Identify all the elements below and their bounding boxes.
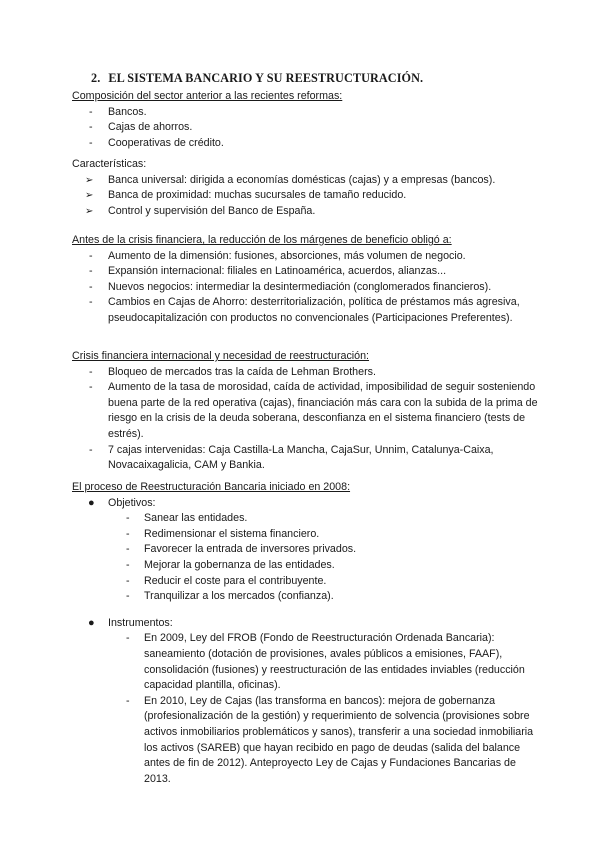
section-number: 2. — [91, 71, 101, 85]
list-item: - Aumento de la tasa de morosidad, caída de actividad, imposibilidad de seguir sosteniendo buena parte de la red operativa (cajas), financiación más cara con la subida de la prima de riesgo en la crisis de la deuda soberana, desconfianza en el sistema financiero (tests de estrés). — [89, 381, 538, 440]
list-item: - Nuevos negocios: intermediar la desintermediación (conglomerados financieros). — [89, 280, 492, 293]
list-item: - Cooperativas de crédito. — [89, 136, 224, 149]
antes-heading: Antes de la crisis financiera, la reducción de los márgenes de beneficio obligó a: — [72, 234, 452, 246]
arrow-bullet-icon: ➢ — [85, 174, 94, 186]
list-item: ➢ Banca universal: dirigida a economías domésticas (cajas) y a empresas (bancos). — [72, 173, 542, 189]
list-item: - Tranquilizar a los mercados (confianza). — [126, 590, 334, 603]
list-item: - Redimensionar el sistema financiero. — [126, 527, 320, 540]
list-item: - Sanear las entidades. — [126, 512, 248, 525]
crisis-heading: Crisis financiera internacional y necesidad de reestructuración: — [72, 350, 370, 362]
crisis-section — [72, 349, 542, 474]
list-item: - Reducir el coste para el contribuyente. — [126, 574, 327, 587]
list-item: - Bancos. — [89, 105, 147, 118]
list-item: - Cambios en Cajas de Ahorro: desterritorialización, política de préstamos más agresiva, pseudocapitalización con productos no convencionales (Participaciones Preferentes). — [89, 296, 520, 324]
caracteristicas-section — [72, 157, 542, 219]
proceso-list-2 — [72, 616, 542, 632]
instrumentos-list — [72, 631, 542, 787]
list-item: - Mejorar la gobernanza de las entidades. — [126, 558, 335, 571]
instrumentos-item: ● Instrumentos: — [72, 616, 542, 632]
dot-bullet-icon: ● — [88, 616, 95, 629]
proceso-heading: El proceso de Reestructuración Bancaria iniciado en 2008: — [72, 481, 351, 493]
objetivos-item: ● Objetivos: — [72, 496, 542, 512]
list-item: - Favorecer la entrada de inversores privados. — [126, 543, 357, 556]
list-item: ➢ Control y supervisión del Banco de España. — [72, 204, 542, 220]
section-title — [91, 71, 423, 86]
antes-list — [72, 249, 542, 327]
objetivos-list — [72, 511, 542, 605]
crisis-list — [72, 365, 542, 474]
composicion-section — [72, 89, 542, 151]
list-item: - Cajas de ahorros. — [89, 121, 193, 134]
arrow-bullet-icon: ➢ — [85, 190, 94, 202]
dot-bullet-icon: ● — [88, 496, 95, 509]
arrow-bullet-icon: ➢ — [85, 205, 94, 217]
composicion-list — [72, 105, 542, 152]
list-item: - En 2010, Ley de Cajas (las transforma en bancos): mejora de gobernanza (profesionalización de la gestión) y requerimiento de solvencia (provisiones sobre activos inmobiliarios problemáticos y sanos), transferir a una sociedad inmobiliaria los activos (SAREB) que hayan recibido en pago de deudas (salida del balance antes de fin de 2012). Anteproyecto Ley de Cajas y Fundaciones Bancarias de 2013. — [126, 694, 534, 785]
proceso-section — [72, 480, 542, 787]
antes-section — [72, 233, 542, 327]
list-item: - 7 cajas intervenidas: Caja Castilla-La Mancha, CajaSur, Unnim, Catalunya-Caixa, Novacaixagalicia, CAM y Bankia. — [89, 443, 494, 472]
caracteristicas-list — [72, 173, 542, 220]
list-item: - En 2009, Ley del FROB (Fondo de Reestructuración Ordenada Bancaria): saneamiento (dotación de provisiones, avales públicos a emisiones, FAAF), consolidación (fusiones) y reestructuración de las entidades inviables (reducción capacidad plantilla, oficinas). — [126, 632, 525, 692]
list-item: - Expansión internacional: filiales en Latinoamérica, acuerdos, alianzas... — [89, 265, 447, 278]
proceso-list — [72, 496, 542, 512]
section-title-text: EL SISTEMA BANCARIO Y SU REESTRUCTURACIÓN. — [108, 71, 424, 85]
list-item: ➢ Banca de proximidad: muchas sucursales de tamaño reducido. — [72, 188, 542, 204]
list-item: - Bloqueo de mercados tras la caída de Lehman Brothers. — [89, 365, 376, 378]
caracteristicas-heading: Características: — [72, 158, 147, 170]
list-item: - Aumento de la dimensión: fusiones, absorciones, más volumen de negocio. — [89, 249, 466, 262]
composicion-heading: Composición del sector anterior a las recientes reformas: — [72, 90, 343, 102]
